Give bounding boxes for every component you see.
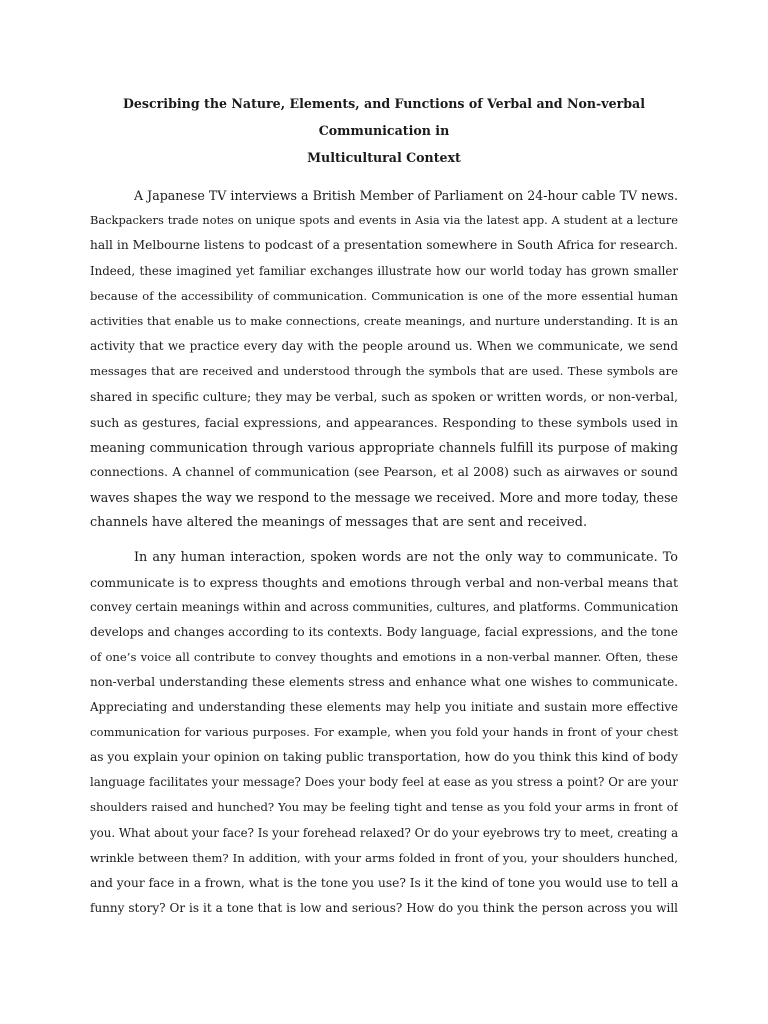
paragraph-line: non-verbal understanding these elements stress and enhance what one wishes to communicate. — [90, 675, 678, 690]
paragraph-line: as you explain your opinion on taking public transportation, how do you think this kind of body — [90, 750, 678, 765]
paragraph-line: wrinkle between them? In addition, with your arms folded in front of you, your shoulders hunched, — [90, 850, 678, 865]
paragraph-intro — [90, 183, 678, 536]
paragraph-line: shared in specific culture; they may be verbal, such as spoken or written words, or non-verbal, — [90, 389, 678, 404]
paragraph-line: In any human interaction, spoken words are not the only way to communicate. To — [134, 550, 678, 565]
paragraph-line: because of the accessibility of communication. Communication is one of the more essential human — [90, 288, 678, 303]
paragraph-line: channels have altered the meanings of messages that are sent and received. — [90, 515, 588, 531]
paragraph-body — [90, 545, 678, 921]
paragraph-line: activity that we practice every day with the people around us. When we communicate, we send — [90, 339, 678, 354]
paragraph-line: Indeed, these imagined yet familiar exchanges illustrate how our world today has grown smaller — [90, 263, 678, 278]
paragraph-line: such as gestures, facial expressions, and appearances. Responding to these symbols used in — [90, 414, 678, 430]
paragraph-line: A Japanese TV interviews a British Member of Parliament on 24-hour cable TV news. — [134, 188, 678, 203]
paragraph-line: waves shapes the way we respond to the message we received. More and more today, these — [90, 490, 678, 506]
paragraph-line: you. What about your face? Is your forehead relaxed? Or do your eyebrows try to meet, creating a — [90, 825, 678, 840]
paragraph-line: funny story? Or is it a tone that is low and serious? How do you think the person across you will — [90, 900, 678, 915]
paragraph-line: language facilitates your message? Does your body feel at ease as you stress a point? Or are your — [90, 775, 678, 790]
paragraph-line: activities that enable us to make connections, create meanings, and nurture understanding. It is an — [90, 313, 678, 328]
paragraph-line: Backpackers trade notes on unique spots and events in Asia via the latest app. A student at a lecture — [90, 213, 678, 228]
document-title — [80, 90, 688, 171]
paragraph-line: communicate is to express thoughts and emotions through verbal and non-verbal means that — [90, 575, 678, 591]
paragraph-line: and your face in a frown, what is the tone you use? Is it the kind of tone you would use to tell a — [90, 875, 678, 890]
paragraph-line: convey certain meanings within and across communities, cultures, and platforms. Communication — [90, 600, 678, 615]
paragraph-line: hall in Melbourne listens to podcast of a presentation somewhere in South Africa for research. — [90, 238, 678, 253]
paragraph-line: of one’s voice all contribute to convey thoughts and emotions in a non-verbal manner. Often, these — [90, 650, 678, 665]
title-line: Describing the Nature, Elements, and Functions of Verbal and Non-verbal Communication in — [122, 96, 645, 138]
paragraph-line: connections. A channel of communication (see Pearson, et al 2008) such as airwaves or sound — [90, 465, 678, 480]
paragraph-line: Appreciating and understanding these elements may help you initiate and sustain more effective — [90, 700, 678, 715]
paragraph-line: develops and changes according to its contexts. Body language, facial expressions, and the tone — [90, 625, 678, 640]
paragraph-line: messages that are received and understood through the symbols that are used. These symbols are — [90, 364, 678, 379]
paragraph-line: shoulders raised and hunched? You may be feeling tight and tense as you fold your arms in front of — [90, 800, 678, 815]
paragraph-line: communication for various purposes. For example, when you fold your hands in front of your chest — [90, 725, 678, 740]
paragraph-line: meaning communication through various appropriate channels fulfill its purpose of making — [90, 439, 678, 455]
title-line: Multicultural Context — [307, 150, 461, 165]
